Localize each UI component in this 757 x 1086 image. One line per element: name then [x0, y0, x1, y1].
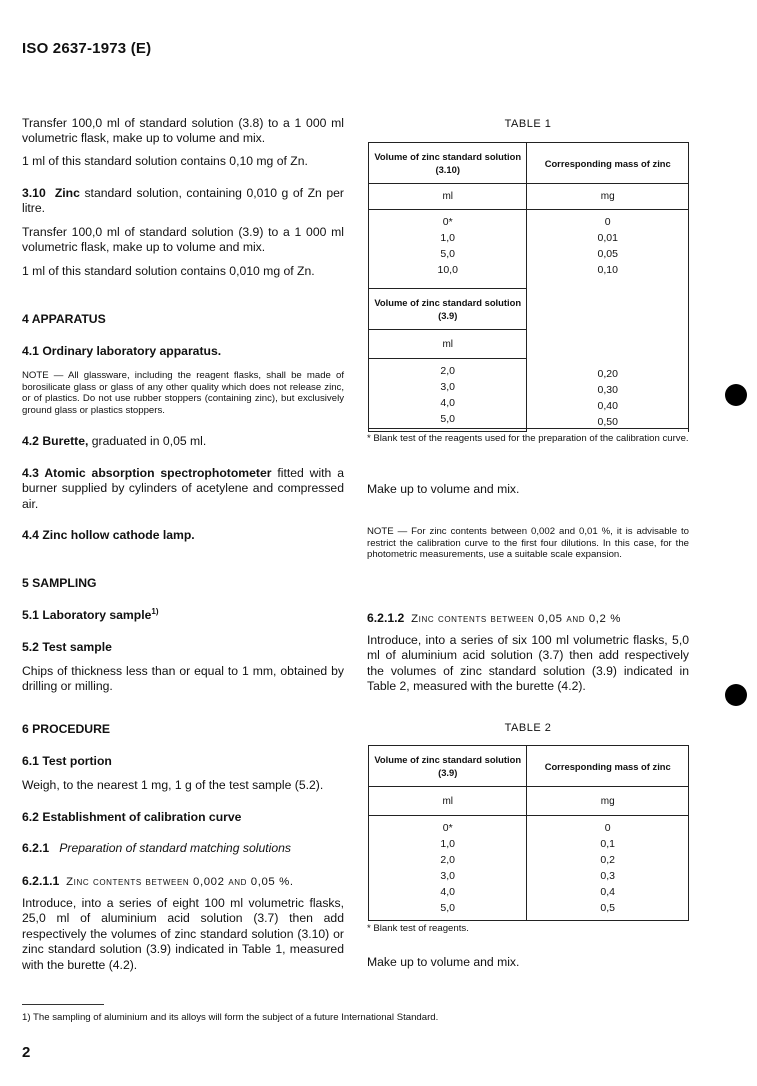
- note-glassware: NOTE — All glassware, including the reagent flasks, shall be made of borosilicate glass or glass of any other quality which does not release zinc, or of plastics. Do not use rubber stoppers (containing zinc), but exclusively ground glass or plastics stoppers.: [22, 370, 344, 416]
- table-2-mass-row: 0,5: [600, 902, 616, 914]
- heading-4-4: 4.4 Zinc hollow cathode lamp.: [22, 528, 195, 542]
- table-1-volume-row: 1,0: [440, 232, 456, 244]
- section-4-2-text: graduated in 0,05 ml.: [88, 434, 207, 448]
- table-1-mass-row: 0,01: [597, 232, 618, 244]
- table-2-col2-unit: mg: [527, 787, 689, 816]
- heading-5-1-text: 5.1 Laboratory sample: [22, 608, 152, 622]
- heading-5-1: [22, 608, 159, 623]
- heading-6-2-1-text: Preparation of standard matching solutions: [59, 841, 291, 855]
- section-4-3-bold: 4.3 Atomic absorption spectrophotometer: [22, 466, 272, 480]
- section-3-10-number: 3.10: [22, 186, 46, 200]
- table-1-bottom-border: [368, 428, 689, 429]
- table-1-volume-row: 5,0: [440, 413, 456, 425]
- heading-6-2-1-1-number: 6.2.1.1: [22, 874, 60, 888]
- table-1-mass-row: 0: [604, 216, 611, 228]
- paragraph-chips: Chips of thickness less than or equal to 1 mm, obtained by drilling or milling.: [22, 664, 344, 694]
- table-2-volume-row: 5,0: [440, 902, 456, 914]
- heading-6-2-1-2-number: 6.2.1.2: [367, 611, 405, 625]
- table-1: [368, 142, 689, 432]
- table-2-col1-header: Volume of zinc standard solution (3.9): [369, 746, 527, 787]
- table-2-caption: TABLE 2: [504, 722, 552, 734]
- table-2-col2-header: Corresponding mass of zinc: [527, 746, 689, 787]
- table-2-col1-unit: ml: [369, 787, 527, 816]
- punch-hole-dot: [725, 384, 747, 406]
- table-1-masses: [527, 210, 689, 432]
- heading-procedure: 6 PROCEDURE: [22, 722, 111, 736]
- page-footnote: 1) The sampling of aluminium and its alloys will form the subject of a future International Standard.: [22, 1012, 439, 1023]
- footnote-separator: [22, 1004, 104, 1005]
- table-2-mass-row: 0,2: [600, 854, 616, 866]
- table-2-mass-row: 0,3: [600, 870, 616, 882]
- heading-6-2-1: [22, 841, 291, 856]
- paragraph-contains-0-010: 1 ml of this standard solution contains 0,010 mg of Zn.: [22, 264, 315, 278]
- note-zinc-contents: NOTE — For zinc contents between 0,002 and 0,01 %, it is advisable to restrict the calibration curve to the first four dilutions. In this case, for the photometric measurements, use a suitable scale expansion.: [367, 526, 689, 561]
- section-3-10-bold: Zinc: [54, 186, 80, 200]
- table-2-volume-row: 2,0: [440, 854, 456, 866]
- footnote-ref-1: 1): [151, 607, 159, 616]
- table-2-mass-row: 0: [604, 822, 611, 834]
- heading-6-2-1-1: [22, 874, 294, 890]
- table-2: [368, 745, 689, 921]
- table-2-volume-row: 3,0: [440, 870, 456, 882]
- table-1-mass-row: 0,10: [597, 264, 618, 276]
- table-1-volume-row: 3,0: [440, 381, 456, 393]
- table-1-col1-unit: ml: [369, 184, 527, 210]
- table-2-mass-row: 0,1: [600, 838, 616, 850]
- section-3-10-text: standard solution, containing 0,010 g of Zn per litre.: [22, 186, 344, 216]
- table-1-caption: TABLE 1: [504, 118, 552, 130]
- section-3-10: [22, 186, 344, 217]
- table-2-masses: [527, 816, 689, 921]
- table-1-col2-header: Corresponding mass of zinc: [527, 143, 689, 184]
- paragraph-introduce-six: Introduce, into a series of six 100 ml volumetric flasks, 5,0 ml of aluminium acid solution (3.7) then add respectively the volumes of zinc standard solution (3.9) indicated in Table 2, measured with the burette (4.2).: [367, 633, 689, 694]
- table-1-volume-row: 10,0: [437, 264, 458, 276]
- paragraph-make-up-2: Make up to volume and mix.: [367, 955, 520, 969]
- table-1-mass-row: 0,05: [597, 248, 618, 260]
- table-2-volume-row: 0*: [442, 822, 453, 834]
- table-1-col1-header: Volume of zinc standard solution (3.10): [369, 143, 527, 184]
- heading-5-2: 5.2 Test sample: [22, 640, 112, 654]
- paragraph-introduce-eight: Introduce, into a series of eight 100 ml volumetric flasks, 25,0 ml of aluminium acid solution (3.7) then add respectively the volumes of zinc standard solution (3.10) or zinc standard solution (3.9) indicated in Table 1, measured with the burette (4.2).: [22, 896, 344, 972]
- punch-hole-dot: [725, 684, 747, 706]
- table-1-mass-row: 0,50: [597, 416, 618, 428]
- heading-6-2-1-2-text: Zinc contents between 0,05 and 0,2 %: [411, 613, 621, 625]
- table-2-volumes: [369, 816, 527, 921]
- heading-6-2-1-1-text: Zinc contents between 0,002 and 0,05 %.: [66, 876, 294, 888]
- table-1-group2-volumes: [369, 359, 527, 432]
- heading-6-2-1-2: [367, 611, 621, 627]
- table-1-volume-row: 2,0: [440, 365, 456, 377]
- heading-4-1: 4.1 Ordinary laboratory apparatus.: [22, 344, 222, 358]
- table-1-sub-header: Volume of zinc standard solution (3.9): [369, 289, 527, 330]
- table-1-sub-unit: ml: [369, 330, 527, 359]
- paragraph-transfer-3-9: Transfer 100,0 ml of standard solution (3.9) to a 1 000 ml volumetric flask, make up to volume and mix.: [22, 225, 344, 255]
- table-1-mass-row: 0,40: [597, 400, 618, 412]
- heading-6-2: 6.2 Establishment of calibration curve: [22, 810, 242, 824]
- table-2-footnote: * Blank test of reagents.: [367, 923, 469, 934]
- paragraph-make-up-1: Make up to volume and mix.: [367, 482, 520, 496]
- heading-apparatus: 4 APPARATUS: [22, 312, 106, 326]
- heading-6-2-1-number: 6.2.1: [22, 841, 50, 855]
- section-4-3: [22, 466, 344, 512]
- document-header: ISO 2637-1973 (E): [22, 40, 152, 57]
- table-2-volume-row: 1,0: [440, 838, 456, 850]
- page-number: 2: [22, 1044, 31, 1061]
- table-1-footnote: * Blank test of the reagents used for the preparation of the calibration curve.: [367, 433, 689, 444]
- table-1-mass-row: 0,20: [597, 368, 618, 380]
- paragraph-weigh: Weigh, to the nearest 1 mg, 1 g of the test sample (5.2).: [22, 778, 324, 792]
- paragraph-transfer-3-8: Transfer 100,0 ml of standard solution (3.8) to a 1 000 ml volumetric flask, make up to volume and mix.: [22, 116, 344, 146]
- table-1-volume-row: 0*: [442, 216, 453, 228]
- section-4-3-text: fitted with a burner supplied by cylinders of acetylene and compressed air.: [22, 466, 344, 511]
- heading-sampling: 5 SAMPLING: [22, 576, 97, 590]
- table-2-mass-row: 0,4: [600, 886, 616, 898]
- section-4-2-bold: 4.2 Burette,: [22, 434, 89, 448]
- table-1-volume-row: 4,0: [440, 397, 456, 409]
- table-2-volume-row: 4,0: [440, 886, 456, 898]
- section-4-2: [22, 434, 344, 449]
- table-1-volume-row: 5,0: [440, 248, 456, 260]
- table-1-mass-row: 0,30: [597, 384, 618, 396]
- table-1-col2-unit: mg: [527, 184, 689, 210]
- table-1-group1-volumes: [369, 210, 527, 289]
- heading-6-1: 6.1 Test portion: [22, 754, 112, 768]
- paragraph-contains-0-10: 1 ml of this standard solution contains 0,10 mg of Zn.: [22, 154, 308, 168]
